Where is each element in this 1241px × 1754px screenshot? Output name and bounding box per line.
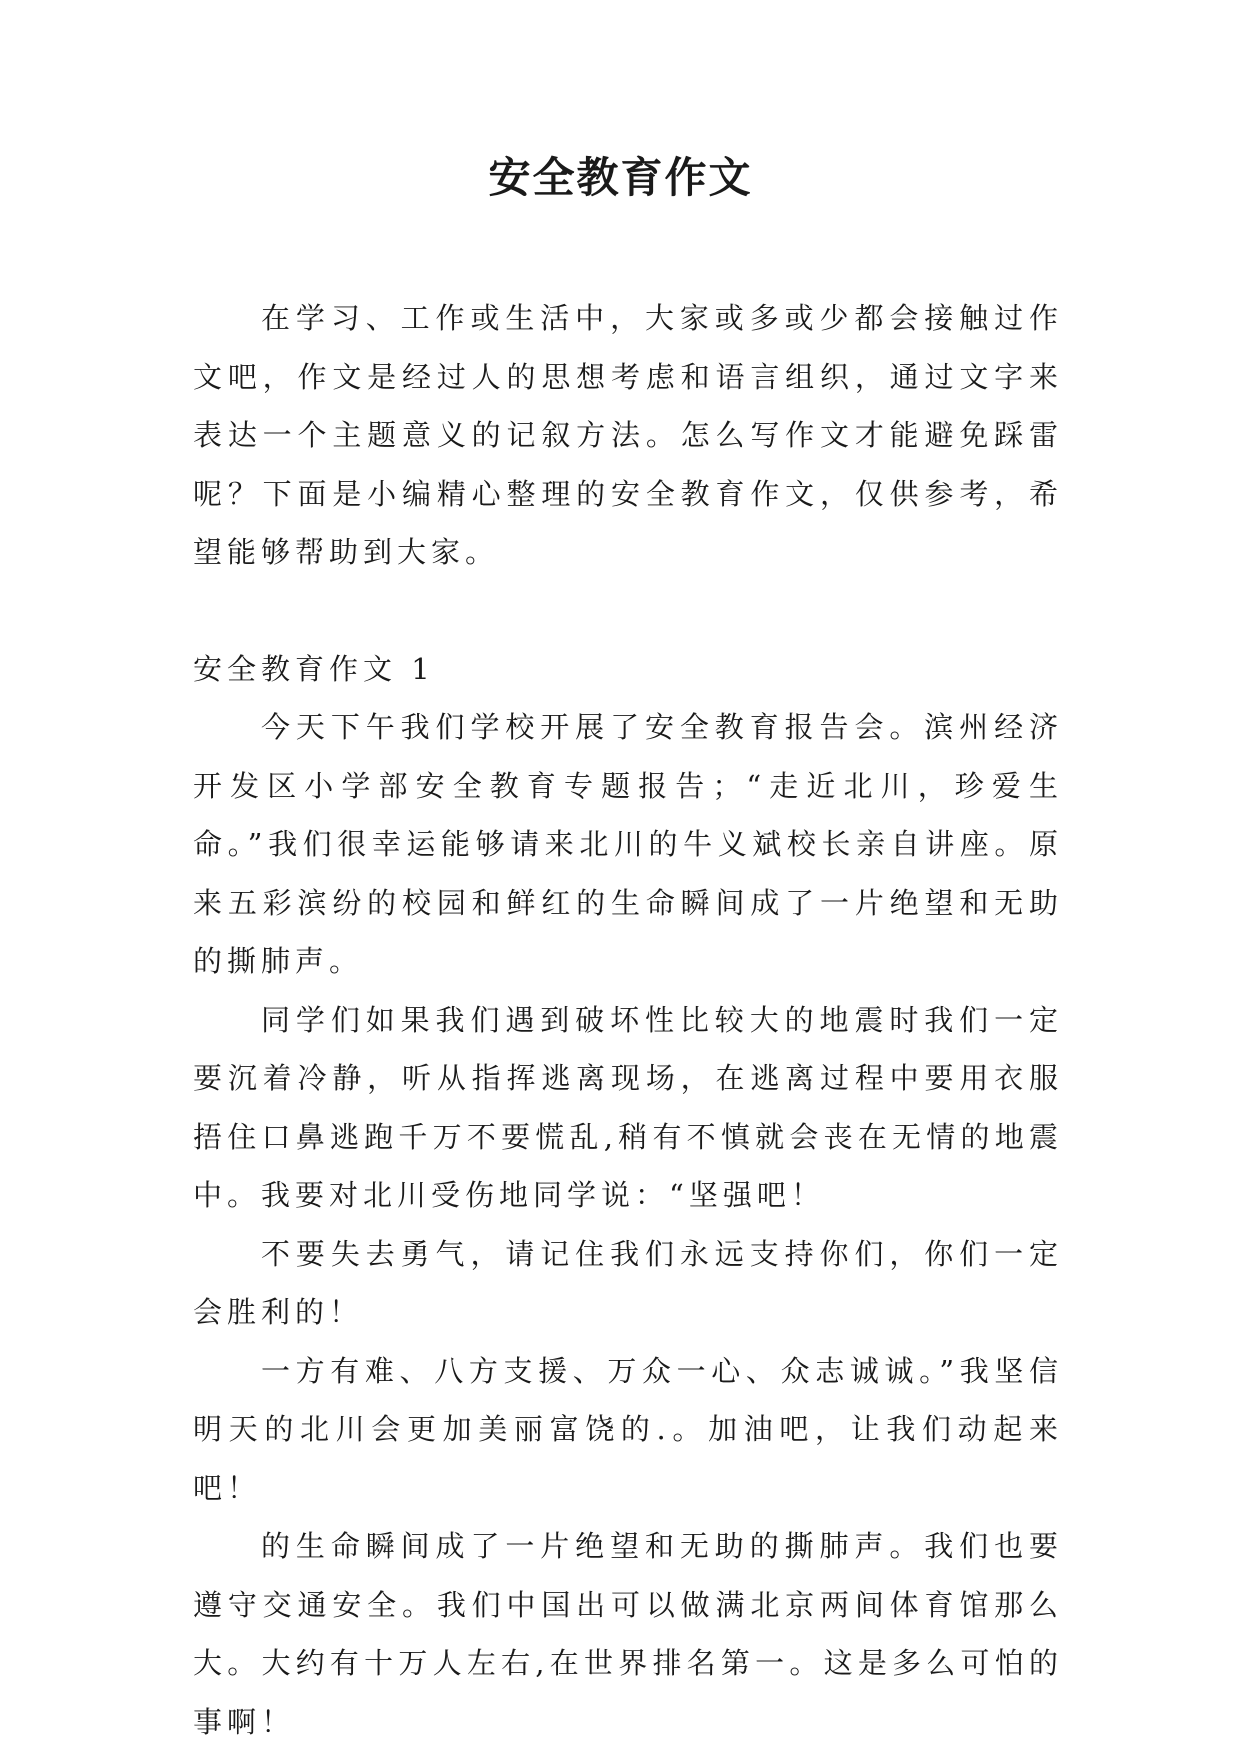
document-title: 安全教育作文 [488,153,753,202]
body-paragraph-3: 不要失去勇气，请记住我们永远支持你们，你们一定会胜利的！ [193,1236,1063,1329]
body-paragraph-4: 一方有难、八方支援、万众一心、众志诚诚。”我坚信明天的北川会更加美丽富饶的.。加油吧，让我们动起来吧！ [193,1353,1063,1505]
document-body [193,289,1063,1751]
body-paragraph-2: 同学们如果我们遇到破坏性比较大的地震时我们一定要沉着冷静，听从指挥逃离现场，在逃离过程中要用衣服捂住口鼻逃跑千万不要慌乱,稍有不慎就会丧在无情的地震中。我要对北川受伤地同学说：“坚强吧！ [193,1002,1063,1212]
body-paragraph-5: 的生命瞬间成了一片绝望和无助的撕肺声。我们也要遵守交通安全。我们中国出可以做满北京两间体育馆那么大。大约有十万人左右,在世界排名第一。这是多么可怕的事啊！ [193,1529,1063,1739]
body-paragraph-1: 今天下午我们学校开展了安全教育报告会。滨州经济开发区小学部安全教育专题报告；“走近北川，珍爱生命。”我们很幸运能够请来北川的牛义斌校长亲自讲座。原来五彩滨纷的校园和鲜红的生命瞬间成了一片绝望和无助的撕肺声。 [193,710,1063,978]
section-title: 安全教育作文 1 [193,651,435,686]
intro-paragraph: 在学习、工作或生活中，大家或多或少都会接触过作文吧，作文是经过人的思想考虑和语言组织，通过文字来表达一个主题意义的记叙方法。怎么写作文才能避免踩雷呢？下面是小编精心整理的安全教育作文，仅供参考，希望能够帮助到大家。 [193,301,1063,569]
